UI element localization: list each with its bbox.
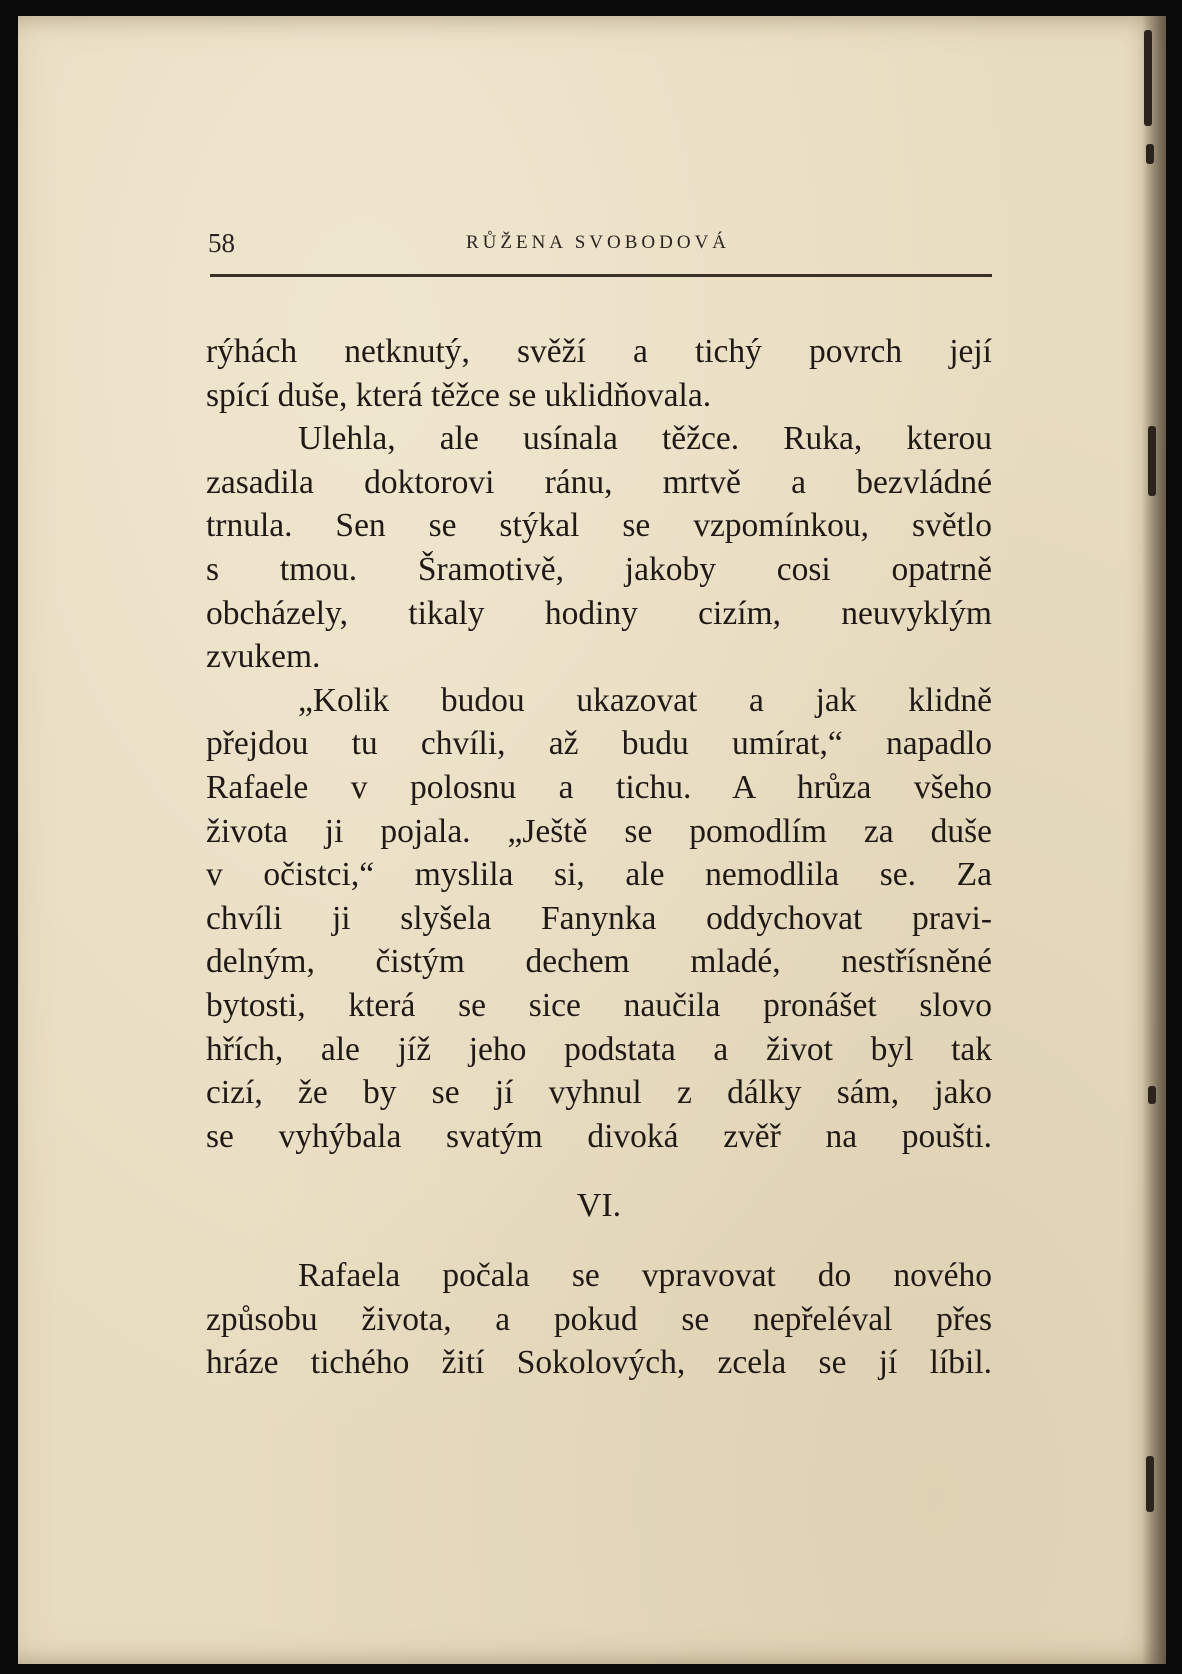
text-line: v očistci,“ myslila si, ale nemodlila se. Za bbox=[206, 856, 992, 894]
binding-mark bbox=[1146, 144, 1154, 164]
binding-mark bbox=[1148, 426, 1156, 496]
binding-mark bbox=[1146, 1456, 1154, 1512]
binding-mark bbox=[1144, 30, 1152, 126]
text-line: Rafaele v polosnu a tichu. A hrůza všeho bbox=[206, 768, 992, 806]
text-line: cizí, že by se jí vyhnul z dálky sám, jako bbox=[206, 1074, 992, 1112]
running-header bbox=[208, 228, 992, 262]
text-line: zasadila doktorovi ránu, mrtvě a bezvládné bbox=[206, 463, 992, 501]
text-line: delným, čistým dechem mladé, nestřísněné bbox=[206, 943, 992, 981]
text-line: zvukem. bbox=[206, 638, 321, 676]
text-line: způsobu života, a pokud se nepřeléval přes bbox=[206, 1300, 992, 1338]
binding-mark bbox=[1148, 1086, 1156, 1104]
text-line: bytosti, která se sice naučila pronášet slovo bbox=[206, 986, 992, 1024]
text-line: se vyhýbala svatým divoká zvěř na poušti. bbox=[206, 1117, 992, 1155]
body-text bbox=[206, 330, 992, 1385]
page-gutter-shadow bbox=[1142, 16, 1166, 1664]
section-heading: VI. bbox=[576, 1187, 622, 1225]
text-line: života ji pojala. „Ještě se pomodlím za duše bbox=[206, 812, 992, 850]
text-line: s tmou. Šramotivě, jakoby cosi opatrně bbox=[206, 550, 992, 588]
page-number: 58 bbox=[208, 228, 235, 258]
text-line: hráze tichého žití Sokolových, zcela se jí líbil. bbox=[206, 1344, 992, 1382]
text-line: spící duše, která těžce se uklidňovala. bbox=[206, 376, 712, 414]
text-line: trnula. Sen se stýkal se vzpomínkou, světlo bbox=[206, 507, 992, 545]
text-line: obcházely, tikaly hodiny cizím, neuvyklým bbox=[206, 594, 992, 632]
text-line: chvíli ji slyšela Fanynka oddychovat pravi- bbox=[206, 899, 992, 937]
header-rule bbox=[210, 274, 992, 277]
text-line: hřích, ale jíž jeho podstata a život byl tak bbox=[206, 1030, 992, 1068]
text-line: přejdou tu chvíli, až budu umírat,“ napadlo bbox=[206, 725, 992, 763]
text-line: „Kolik budou ukazovat a jak klidně bbox=[298, 681, 992, 719]
text-line: rýhách netknutý, svěží a tichý povrch její bbox=[206, 333, 992, 370]
text-line: Ulehla, ale usínala těžce. Ruka, kterou bbox=[298, 420, 992, 458]
running-head-title: RŮŽENA SVOBODOVÁ bbox=[465, 232, 731, 253]
text-line: Rafaela počala se vpravovat do nového bbox=[298, 1257, 992, 1295]
